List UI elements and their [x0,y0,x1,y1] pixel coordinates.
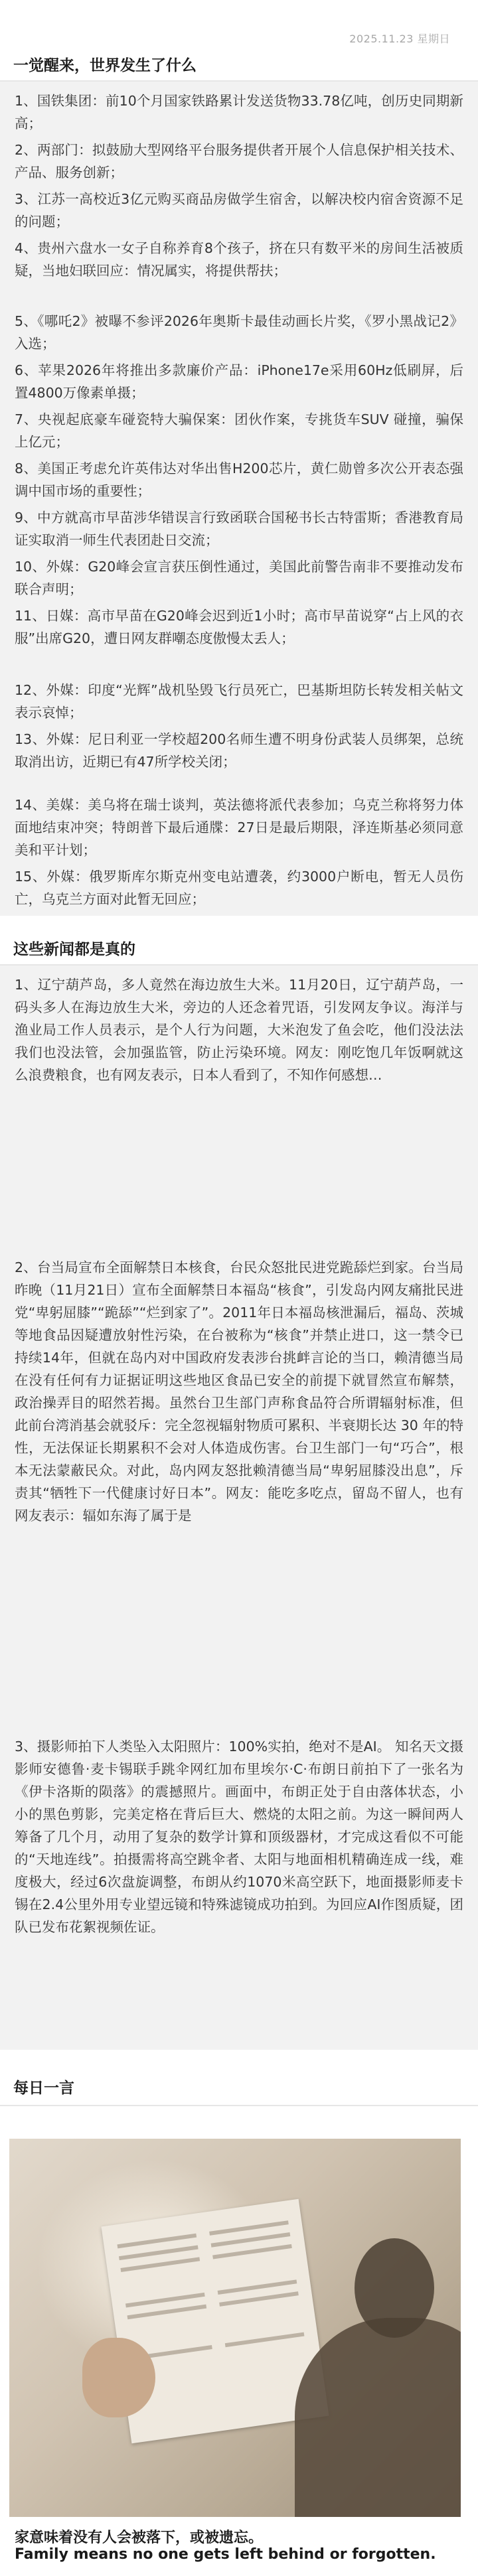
story-paragraph-2: 2、台当局宣布全面解禁日本核食，台民众怒批民进党跪舔烂到家。台当局昨晚（11月21日）宣布全面解禁日本福岛“核食”，引发岛内网友痛批民进党“卑躬屈膝”“跪舔”“烂到家了”。2011年日本福岛核泄漏后，福岛、茨城等地食品因疑遭放射性污染，在台被称为“核食”并禁止进口，这一禁令已持续14年，但就在岛内对中国政府发表涉台挑衅言论的当口，赖清德当局在没有任何有力证据证明这些地区食品已安全的前提下就冒然宣布解禁，政治操弄目的昭然若揭。虽然台卫生部门声称食品符合所谓辐射标准，但此前台湾消基会就驳斥：完全忽视辐射物质可累积、半衰期长达 30 年的特性，无法保证长期累积不会对人体造成伤害。台卫生部门一句“巧合”，根本无法蒙蔽民众。对此，岛内网友怒批赖清德当局“卑躬屈膝没出息”，斥责其“牺牲下一代健康讨好日本”。网友：能吃多吃点，留岛不留人，也有网友表示：辐如东海了属于是 [15,1259,463,1524]
quote-photo [9,2139,461,2517]
news-item-12: 12、外媒：印度“光辉”战机坠毁飞行员死亡，巴基斯坦防长转发相关帖文表示哀悼； [15,682,463,721]
date-label: 2025.11.23 星期日 [349,33,450,45]
hand-silhouette [82,2338,155,2417]
section-title-daily-quote: 每日一言 [13,2080,74,2097]
news-item-13: 13、外媒：尼日利亚一学校超200名师生遭不明身份武装人员绑架，总统取消出访，近期已有47所学校关闭； [15,731,463,770]
section-title-world-news: 一觉醒来，世界发生了什么 [13,57,197,74]
news-item-11: 11、日媒：高市早苗在G20峰会迟到近1小时；高市早苗说穿“占上风的衣服”出席G20，遭日网友群嘲态度傲慢太丢人； [15,608,463,646]
head-silhouette [355,2238,434,2338]
news-item-5: 5、《哪吒2》被曝不参评2026年奥斯卡最佳动画长片奖，《罗小黑战记2》入选； [15,313,463,352]
news-item-4: 4、贵州六盘水一女子自称养育8个孩子，挤在只有数平米的房间生活被质疑，当地妇联回应：情况属实，将提供帮扶； [15,240,463,279]
story-paragraph-3: 3、摄影师拍下人类坠入太阳照片：100%实拍，绝对不是AI。 知名天文摄影师安德鲁·麦卡锡联手跳伞网红加布里埃尔·C·布朗日前拍下了一张名为《伊卡洛斯的陨落》的震撼照片。画面中，布朗正处于自由落体状态，小小的黑色剪影，完美定格在背后巨大、燃烧的太阳之前。为这一瞬间两人筹备了几个月，动用了复杂的数学计算和顶级器材，才完成这看似不可能的“天地连线”。拍摄需将高空跳伞者、太阳与地面相机精确连成一线，难度极大，经过6次盘旋调整，布朗从约1070米高空跃下，地面摄影师麦卡锡在2.4公里外用专业望远镜和特殊滤镜成功拍到。为回应AI作图质疑，团队已发布花絮视频佐证。 [15,1739,463,1935]
quote-english: Family means no one gets left behind or forgotten. [15,2546,436,2563]
news-item-1: 1、国铁集团：前10个月国家铁路累计发送货物33.78亿吨，创历史同期新高； [15,93,463,131]
person-silhouette [295,2318,461,2517]
news-item-3: 3、江苏一高校近3亿元购买商品房做学生宿舍，以解决校内宿舍资源不足的问题； [15,191,463,230]
story-paragraph-1: 1、辽宁葫芦岛，多人竟然在海边放生大米。11月20日，辽宁葫芦岛，一码头多人在海边放生大米，旁边的人还念着咒语，引发网友争议。海洋与渔业局工作人员表示，是个人行为问题，大米泡发了鱼会吃，他们没法法我们也没法管，会加强监管，防止污染环境。网友：刚吃饱几年饭啊就这么浪费粮食，也有网友表示，日本人看到了，不知作何感想… [15,977,463,1083]
section-title-true-news: 这些新闻都是真的 [13,941,135,958]
news-item-2: 2、两部门：拟鼓励大型网络平台服务提供者开展个人信息保护相关技术、产品、服务创新； [15,142,463,180]
news-item-14: 14、美媒：美乌将在瑞士谈判，英法德将派代表参加；乌克兰称将努力体面地结束冲突；特朗普下最后通牒：27日是最后期限，泽连斯基必须同意美和平计划； [15,797,463,858]
world-news-panel [0,82,478,794]
divider [0,2105,478,2106]
news-item-8: 8、美国正考虑允许英伟达对华出售H200芯片，黄仁勋曾多次公开表态强调中国市场的重要性； [15,461,463,499]
news-item-9: 9、中方就高市早苗涉华错误言行致函联合国秘书长古特雷斯；香港教育局证实取消一师生代表团赴日交流； [15,510,463,548]
news-item-15: 15、外媒：俄罗斯库尔斯克州变电站遭袭，约3000户断电，暂无人员伤亡，乌克兰方面对此暂无回应； [15,869,463,907]
true-news-panel [0,966,478,2050]
news-item-6: 6、苹果2026年将推出多款廉价产品：iPhone17e采用60Hz低刷屏，后置4800万像素单摄； [15,362,463,401]
news-item-7: 7、央视起底豪车碰瓷特大骗保案：团伙作案，专挑货车SUV 碰撞，骗保上亿元； [15,411,463,450]
news-item-10: 10、外媒：G20峰会宣言获压倒性通过，美国此前警告南非不要推动发布联合声明； [15,559,463,597]
quote-chinese: 家意味着没有人会被落下，或被遗忘。 [15,2530,264,2546]
world-news-panel-continued [0,794,478,916]
